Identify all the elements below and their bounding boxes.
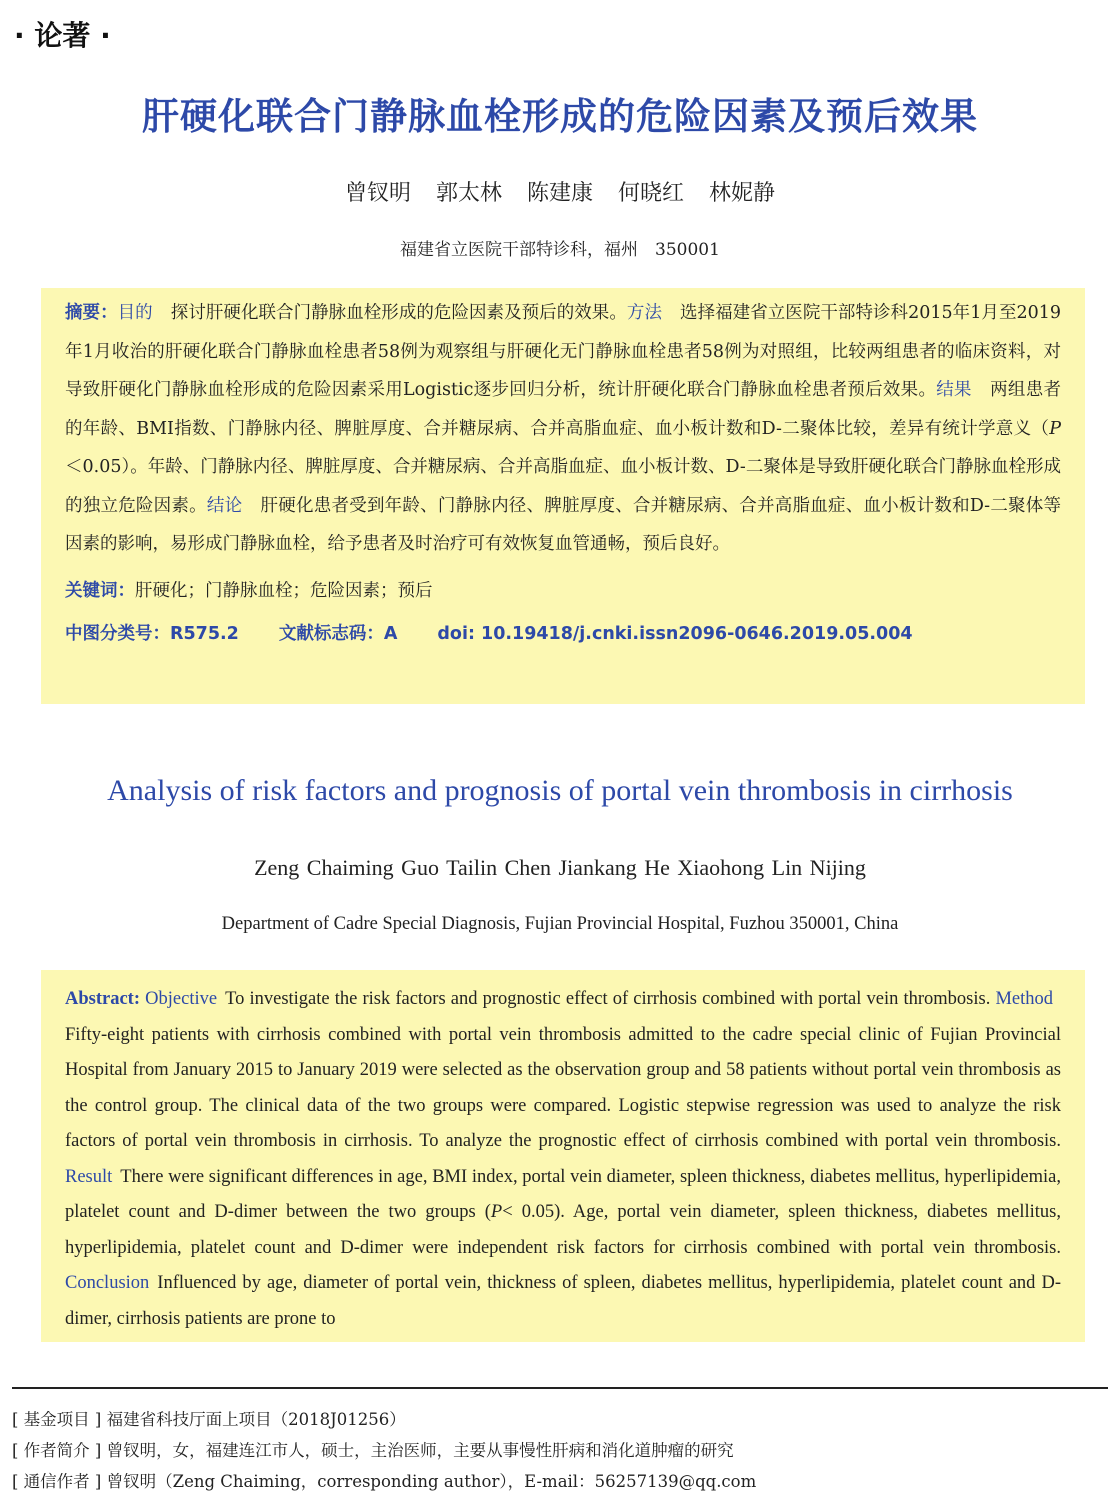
method-text-en: Fifty-eight patients with cirrhosis combined with portal vein thrombosis admitted to the cadre special clinic of Fujian Provincial Hospital from January 2015 to January 2019 were selected as the observation group and 58 patients without portal vein thrombosis as the control group. The clinical data of the two groups were compared. Logistic stepwise regression was used to analyze the risk factors of portal vein thrombosis in cirrhosis. To analyze the prognostic effect of cirrhosis combined with portal vein thrombosis.: [65, 1024, 1061, 1151]
chinese-affiliation: 福建省立医院干部特诊科，福州 350001: [400, 240, 720, 260]
conclusion-text-en: Influenced by age, diameter of portal vein, thickness of spleen, diabetes mellitus, hyperlipidemia, platelet count and D-dimer, cirrhosis patients are prone to: [65, 1273, 1061, 1329]
method-heading-en: Method: [995, 989, 1054, 1009]
result-text-en-continued: < 0.05). Age, portal vein diameter, spleen thickness, diabetes mellitus, hyperlipidemia, platelet count and D-dimer were independent risk factors for cirrhosis combined with portal vein thrombosis.: [65, 1202, 1061, 1258]
section-tag: · 论著 ·: [14, 19, 111, 52]
p-value-symbol-en: P: [490, 1202, 503, 1222]
english-abstract-box: [41, 970, 1085, 1342]
abstract-label: 摘要：: [65, 303, 118, 323]
conclusion-text: 肝硬化患者受到年龄、门静脉内径、脾脏厚度、合并糖尿病、合并高脂血症、血小板计数和D-二聚体等因素的影响，易形成门静脉血栓，给予患者及时治疗可有效恢复血管通畅，预后良好。: [65, 495, 1062, 554]
footnote-correspondence: [ 通信作者 ] 曾钗明（Zeng Chaiming，corresponding author），E-mail：56257139@qq.com: [12, 1472, 757, 1491]
footnote-author-bio: [ 作者简介 ] 曾钗明，女，福建连江市人，硕士，主治医师，主要从事慢性肝病和消化道肿瘤的研究: [12, 1441, 734, 1460]
chinese-abstract-box: [41, 288, 1085, 704]
chinese-abstract: [65, 294, 1061, 564]
conclusion-heading-en: Conclusion: [65, 1273, 150, 1293]
footnote-fund: [ 基金项目 ] 福建省科技厅面上项目（2018J01256）: [12, 1410, 406, 1429]
doi: doi: 10.19418/j.cnki.issn2096-0646.2019.05.004: [437, 623, 913, 644]
result-heading: 结果: [936, 380, 972, 400]
result-text-continued: ＜0.05）。年龄、门静脉内径、脾脏厚度、合并糖尿病、合并高脂血症、血小板计数、D-二聚体是导致肝硬化联合门静脉血栓形成的独立危险因素。: [65, 457, 1061, 516]
result-text: 两组患者的年龄、BMI指数、门静脉内径、脾脏厚度、合并糖尿病、合并高脂血症、血小板计数和D-二聚体比较，差异有统计学意义（: [65, 380, 1062, 439]
keywords-label: 关键词：: [65, 580, 135, 601]
footnote-divider: [12, 1387, 1108, 1389]
abstract-label-en: Abstract:: [65, 989, 141, 1009]
p-value-symbol: P: [1049, 418, 1061, 439]
keywords: [65, 572, 1061, 610]
conclusion-heading: 结论: [206, 495, 243, 516]
clc-number: 中图分类号：R575.2: [65, 623, 239, 644]
objective-text-en: To investigate the risk factors and prognostic effect of cirrhosis combined with portal vein thrombosis.: [225, 989, 991, 1009]
english-abstract: [65, 982, 1061, 1337]
classification-line: [65, 620, 1061, 648]
english-affiliation: Department of Cadre Special Diagnosis, Fujian Provincial Hospital, Fuzhou 350001, China: [221, 914, 899, 934]
objective-heading-en: Objective: [145, 989, 218, 1009]
result-text-en: There were significant differences in age, BMI index, portal vein diameter, spleen thickness, diabetes mellitus, hyperlipidemia, platelet count and D-dimer between the two groups (: [65, 1166, 1061, 1222]
document-code: 文献标志码：A: [278, 623, 398, 644]
method-heading: 方法: [626, 303, 662, 323]
method-text: 选择福建省立医院干部特诊科2015年1月至2019年1月收治的肝硬化联合门静脉血栓患者58例为观察组与肝硬化无门静脉血栓患者58例为对照组，比较两组患者的临床资料，对导致肝硬化门静脉血栓形成的危险因素采用Logistic逐步回归分析，统计肝硬化联合门静脉血栓患者预后效果。: [65, 303, 1062, 400]
objective-heading: 目的: [117, 303, 153, 323]
chinese-authors: 曾钗明 郭太林 陈建康 何晓红 林妮静: [345, 181, 775, 206]
objective-text: 探讨肝硬化联合门静脉血栓形成的危险因素及预后的效果。: [170, 303, 627, 323]
english-authors: Zeng Chaiming Guo Tailin Chen Jiankang He Xiaohong Lin Nijing: [254, 855, 866, 880]
result-heading-en: Result: [65, 1166, 113, 1187]
english-title: Analysis of risk factors and prognosis of portal vein thrombosis in cirrhosis: [107, 774, 1013, 807]
chinese-title: 肝硬化联合门静脉血栓形成的危险因素及预后效果: [142, 95, 978, 138]
keywords-text: 肝硬化；门静脉血栓；危险因素；预后: [135, 580, 433, 601]
